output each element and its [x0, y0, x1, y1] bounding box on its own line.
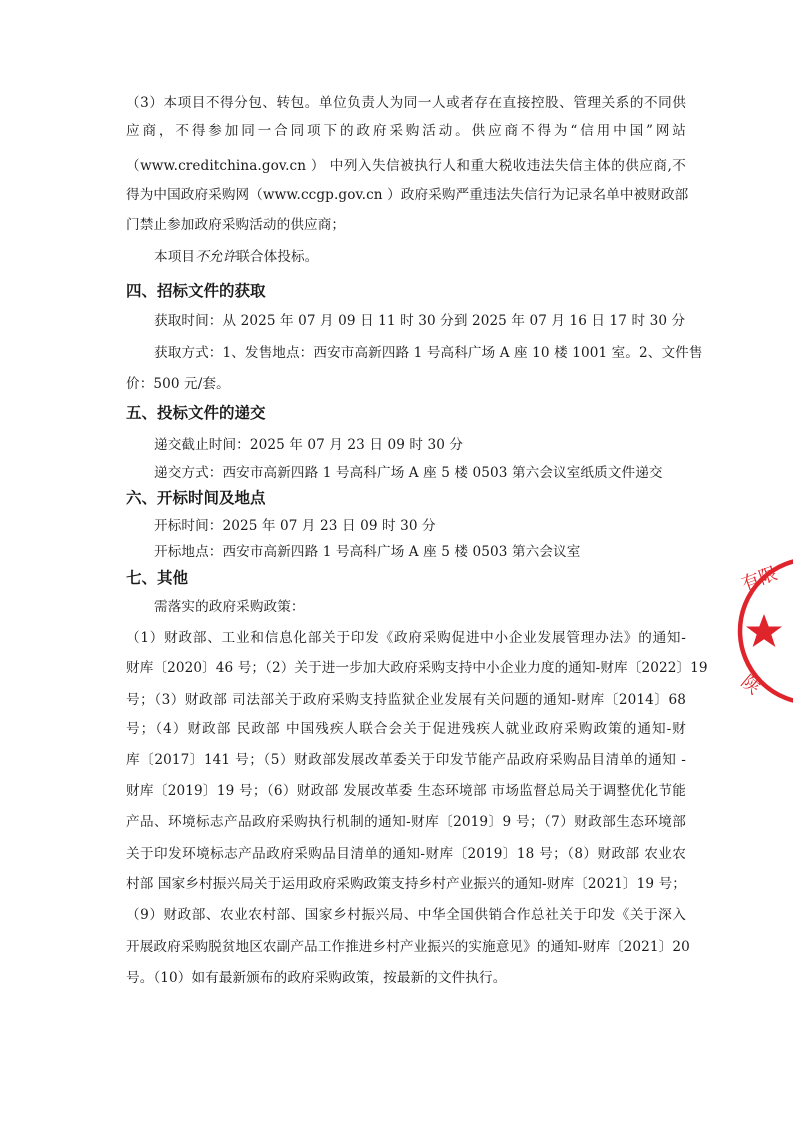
policy-line: 关于印发环境标志产品政府采购品目清单的通知-财库〔2019〕18 号；（8）财政部 农业农 — [126, 846, 686, 862]
policy-line: （1）财政部、工业和信息化部关于印发《政府采购促进中小企业发展管理办法》的通知- — [126, 630, 686, 646]
company-seal — [736, 556, 793, 706]
section-heading-7: 七、其他 — [126, 569, 189, 587]
paragraph-line: 门禁止参加政府采购活动的供应商； — [126, 217, 346, 233]
seal-stamp-icon — [736, 556, 793, 706]
section-heading-6: 六、开标时间及地点 — [126, 489, 266, 507]
get-method-line-1: 获取方式：1、发售地点：西安市高新四路 1 号高科广场 A 座 10 楼 1001 室。2、文件售 — [154, 345, 703, 361]
policy-line: 产品、环境标志产品政府采购执行机制的通知-财库〔2019〕9 号；（7）财政部生态环境部 — [126, 814, 686, 830]
get-method-line-2: 价：500 元/套。 — [126, 376, 230, 392]
policy-line: 号；（4）财政部 民政部 中国残疾人联合会关于促进残疾人就业政府采购政策的通知-财 — [126, 721, 686, 737]
seal-text-top: 有限 — [739, 563, 781, 596]
section-heading-4: 四、招标文件的获取 — [126, 282, 266, 300]
joint-bid-suffix: 联合体投标。 — [236, 249, 319, 265]
get-time: 获取时间：从 2025 年 07 月 09 日 11 时 30 分到 2025 年 07 月 16 日 17 时 30 分 — [154, 313, 686, 329]
paragraph-line: 应商，不得参加同一合同项下的政府采购活动。供应商不得为“信用中国”网站 — [126, 123, 686, 139]
seal-text-bottom: 陕 — [736, 671, 765, 699]
policy-line: 财库〔2020〕46 号；（2）关于进一步加大政府采购支持中小企业力度的通知-财库〔2022〕19 — [126, 660, 708, 676]
joint-bid-line — [154, 246, 714, 268]
policy-line: （9）财政部、农业农村部、国家乡村振兴局、中华全国供销合作总社关于印发《关于深入 — [126, 907, 686, 923]
policy-line: 号；（3）财政部 司法部关于政府采购支持监狱企业发展有关问题的通知-财库〔2014〕68 — [126, 692, 686, 708]
open-place: 开标地点：西安市高新四路 1 号高科广场 A 座 5 楼 0503 第六会议室 — [154, 544, 581, 560]
paragraph-line: 得为中国政府采购网（www.ccgp.gov.cn ）政府采购严重违法失信行为记录名单中被财政部 — [126, 187, 689, 203]
policy-intro: 需落实的政府采购政策： — [154, 599, 305, 615]
submit-deadline: 递交截止时间：2025 年 07 月 23 日 09 时 30 分 — [154, 437, 464, 453]
submit-method: 递交方式：西安市高新四路 1 号高科广场 A 座 5 楼 0503 第六会议室纸质文件递交 — [154, 465, 663, 481]
policy-line: 财库〔2019〕19 号；（6）财政部 发展改革委 生态环境部 市场监督总局关于调整优化节能 — [126, 783, 686, 799]
paragraph-line: （3）本项目不得分包、转包。单位负责人为同一人或者存在直接控股、管理关系的不同供 — [126, 95, 686, 111]
policy-line: 开展政府采购脱贫地区农副产品工作推进乡村产业振兴的实施意见》的通知-财库〔2021〕20 — [126, 939, 690, 955]
open-time: 开标时间：2025 年 07 月 23 日 09 时 30 分 — [154, 518, 436, 534]
policy-line: 库〔2017〕141 号；（5）财政部发展改革委关于印发节能产品政府采购品目清单的通知 - — [126, 752, 686, 768]
policy-line: 号。（10）如有最新颁布的政府采购政策，按最新的文件执行。 — [126, 970, 507, 986]
paragraph-line: （www.creditchina.gov.cn ） 中列入失信被执行人和重大税收违法失信主体的供应商,不 — [126, 158, 686, 174]
joint-bid-italic: 不允许 — [195, 249, 237, 265]
policy-line: 村部 国家乡村振兴局关于运用政府采购政策支持乡村产业振兴的通知-财库〔2021〕19 号； — [126, 876, 686, 892]
joint-bid-prefix: 本项目 — [154, 249, 196, 265]
section-heading-5: 五、投标文件的递交 — [126, 404, 266, 422]
